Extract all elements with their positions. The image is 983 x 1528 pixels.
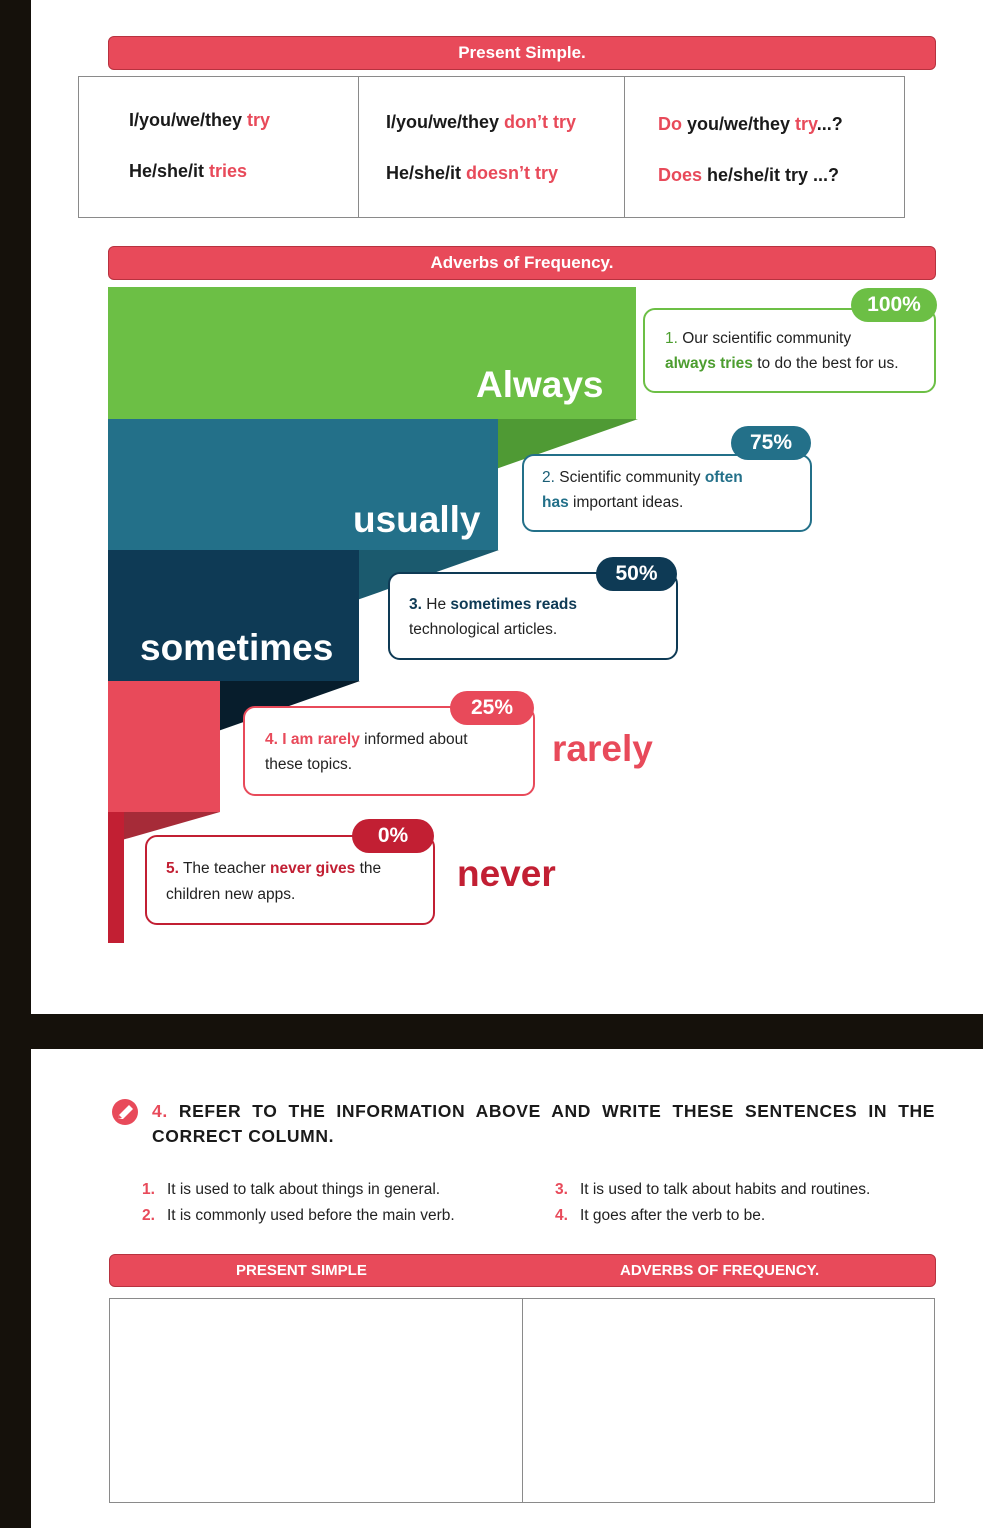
columns-header [109, 1254, 936, 1287]
answer-table [109, 1298, 935, 1503]
subject-text: He/she/it [129, 161, 210, 181]
aux-text: Does [658, 165, 703, 185]
question-mark-text: ...? [816, 114, 843, 134]
exercise-item-2 [142, 1207, 455, 1225]
example-number: 2. [542, 469, 555, 486]
percent-badge-75: 75% [731, 426, 811, 460]
example-text: important ideas. [568, 494, 684, 511]
item-text: It is used to talk about habits and routines. [579, 1181, 871, 1198]
present-simple-title-text: Present Simple. [458, 43, 586, 62]
aux-text: Do [658, 114, 682, 134]
affirmative-plural [129, 110, 270, 131]
subject-text: I/you/we/they [129, 110, 248, 130]
example-text: to do the best for us. [752, 355, 899, 372]
exercise-item-4 [555, 1207, 765, 1225]
negative-column [359, 77, 625, 217]
example-text: He [421, 596, 451, 613]
item-number: 2. [142, 1207, 155, 1224]
subject-text: he/she/it try ...? [702, 165, 840, 185]
percent-badge-25: 25% [450, 691, 534, 725]
adverbs-answer-cell[interactable] [523, 1299, 935, 1502]
example-text: The teacher [178, 860, 270, 877]
subject-text: He/she/it [386, 163, 467, 183]
usually-label: usually [353, 499, 481, 540]
verb-text: don’t try [504, 112, 577, 132]
subject-text: you/we/they [682, 114, 796, 134]
item-text: It is commonly used before the main verb. [166, 1207, 455, 1224]
affirmative-singular [129, 161, 247, 182]
always-label: Always [476, 364, 604, 405]
item-number: 3. [555, 1181, 568, 1198]
present-simple-column-header: PRESENT SIMPLE [236, 1262, 367, 1279]
affirmative-column [79, 77, 359, 217]
rarely-label: rarely [552, 728, 653, 769]
example-highlight: never gives [270, 860, 356, 877]
item-number: 4. [555, 1207, 568, 1224]
adverbs-title [108, 246, 936, 280]
subject-text: I/you/we/they [386, 112, 505, 132]
item-number: 1. [142, 1181, 155, 1198]
exercise-instruction-text: REFER TO THE INFORMATION ABOVE AND WRITE THESE SENTENCES IN THE CORRECT COLUMN. [152, 1101, 935, 1146]
present-simple-answer-cell[interactable] [110, 1299, 523, 1502]
example-text: Scientific community [554, 469, 705, 486]
example-card-usually [522, 454, 812, 532]
example-highlight: sometimes reads [450, 596, 578, 613]
exercise-item-1 [142, 1181, 440, 1199]
question-column [625, 77, 904, 217]
question-singular [658, 165, 839, 186]
rarely-block [108, 681, 220, 812]
example-text: Our scientific community [677, 330, 852, 347]
pencil-icon [110, 1099, 140, 1129]
example-number: 3. [409, 596, 422, 613]
example-text: these topics. [265, 756, 353, 773]
negative-plural [386, 112, 576, 133]
question-plural [658, 114, 843, 135]
item-text: It goes after the verb to be. [579, 1207, 766, 1224]
never-block [108, 812, 124, 943]
verb-text: try [247, 110, 271, 130]
present-simple-table [78, 76, 905, 218]
example-highlight: always tries [665, 355, 753, 372]
exercise-item-3 [555, 1181, 870, 1199]
adverbs-title-text: Adverbs of Frequency. [430, 253, 614, 272]
item-text: It is used to talk about things in general. [166, 1181, 441, 1198]
example-text: informed about [359, 731, 468, 748]
exercise-number: 4. [152, 1101, 168, 1121]
percent-badge-0: 0% [352, 819, 434, 853]
example-text: technological articles. [409, 621, 558, 638]
negative-singular [386, 163, 558, 184]
present-simple-title [108, 36, 936, 70]
exercise-instruction [152, 1099, 935, 1149]
example-number: 5. [166, 860, 179, 877]
verb-text: try [795, 114, 817, 134]
example-highlight: often [704, 469, 743, 486]
percent-badge-100: 100% [851, 288, 937, 322]
example-text: children new apps. [166, 886, 296, 903]
verb-text: tries [209, 161, 248, 181]
example-number: 1. [665, 330, 678, 347]
example-number: 4. [265, 731, 278, 748]
never-label: never [457, 853, 556, 894]
sometimes-label: sometimes [140, 627, 334, 668]
example-text: the [355, 860, 382, 877]
example-highlight: rarely [317, 731, 360, 748]
adverbs-column-header: ADVERBS OF FREQUENCY. [620, 1262, 820, 1279]
example-highlight: I am [277, 731, 318, 748]
example-highlight: has [542, 494, 569, 511]
percent-badge-50: 50% [596, 557, 677, 591]
verb-text: doesn’t try [466, 163, 559, 183]
